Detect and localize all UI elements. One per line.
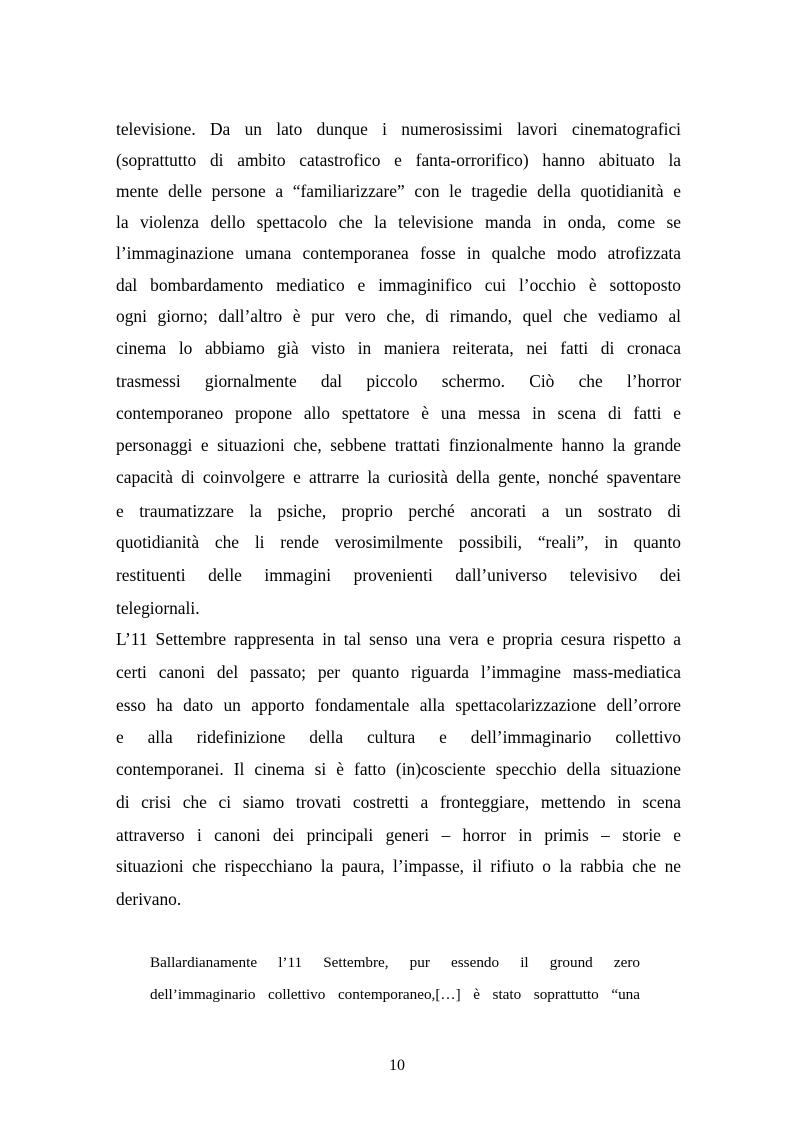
text-line: e alla ridefinizione della cultura e dell’immaginario collettivo — [116, 727, 681, 747]
text-line: derivano. — [116, 889, 182, 909]
text-line: certi canoni del passato; per quanto riguarda l’immagine mass-mediatica — [116, 662, 681, 682]
text-line: cinema lo abbiamo già visto in maniera reiterata, nei fatti di cronaca — [116, 338, 681, 358]
text-line: di crisi che ci siamo trovati costretti a fronteggiare, mettendo in scena — [116, 792, 681, 812]
text-line: la violenza dello spettacolo che la televisione manda in onda, come se — [116, 212, 681, 232]
text-line: capacità di coinvolgere e attrarre la curiosità della gente, nonché spaventare — [116, 467, 681, 487]
quote-line: dell’immaginario collettivo contemporaneo,[…] è stato soprattutto “una — [150, 986, 640, 1003]
text-line: dal bombardamento mediatico e immaginifico cui l’occhio è sottoposto — [116, 275, 681, 295]
text-line: L’11 Settembre rappresenta in tal senso una vera e propria cesura rispetto a — [116, 629, 681, 649]
text-line: (soprattutto di ambito catastrofico e fanta-orrorifico) hanno abituato la — [116, 150, 681, 170]
text-line: quotidianità che li rende verosimilmente possibili, “reali”, in quanto — [116, 532, 681, 552]
text-line: l’immaginazione umana contemporanea fosse in qualche modo atrofizzata — [116, 243, 681, 263]
quote-line: Ballardianamente l’11 Settembre, pur essendo il ground zero — [150, 954, 640, 971]
text-line: situazioni che rispecchiano la paura, l’impasse, il rifiuto o la rabbia che ne — [116, 856, 681, 876]
text-line: contemporanei. Il cinema si è fatto (in)cosciente specchio della situazione — [116, 759, 681, 779]
text-line: personaggi e situazioni che, sebbene trattati finzionalmente hanno la grande — [116, 435, 681, 455]
text-line: e traumatizzare la psiche, proprio perché ancorati a un sostrato di — [116, 501, 681, 521]
text-line: contemporaneo propone allo spettatore è una messa in scena di fatti e — [116, 403, 681, 423]
text-line: trasmessi giornalmente dal piccolo schermo. Ciò che l’horror — [116, 371, 681, 391]
text-line: attraverso i canoni dei principali generi – horror in primis – storie e — [116, 825, 681, 845]
text-line: telegiornali. — [116, 598, 200, 618]
text-line: televisione. Da un lato dunque i numerosissimi lavori cinematografici — [116, 119, 681, 139]
page-number: 10 — [389, 1057, 405, 1074]
text-line: mente delle persone a “familiarizzare” con le tragedie della quotidianità e — [116, 181, 681, 201]
text-line: restituenti delle immagini provenienti dall’universo televisivo dei — [116, 565, 681, 585]
text-line: esso ha dato un apporto fondamentale alla spettacolarizzazione dell’orrore — [116, 695, 681, 715]
text-line: ogni giorno; dall’altro è pur vero che, di rimando, quel che vediamo al — [116, 306, 681, 326]
